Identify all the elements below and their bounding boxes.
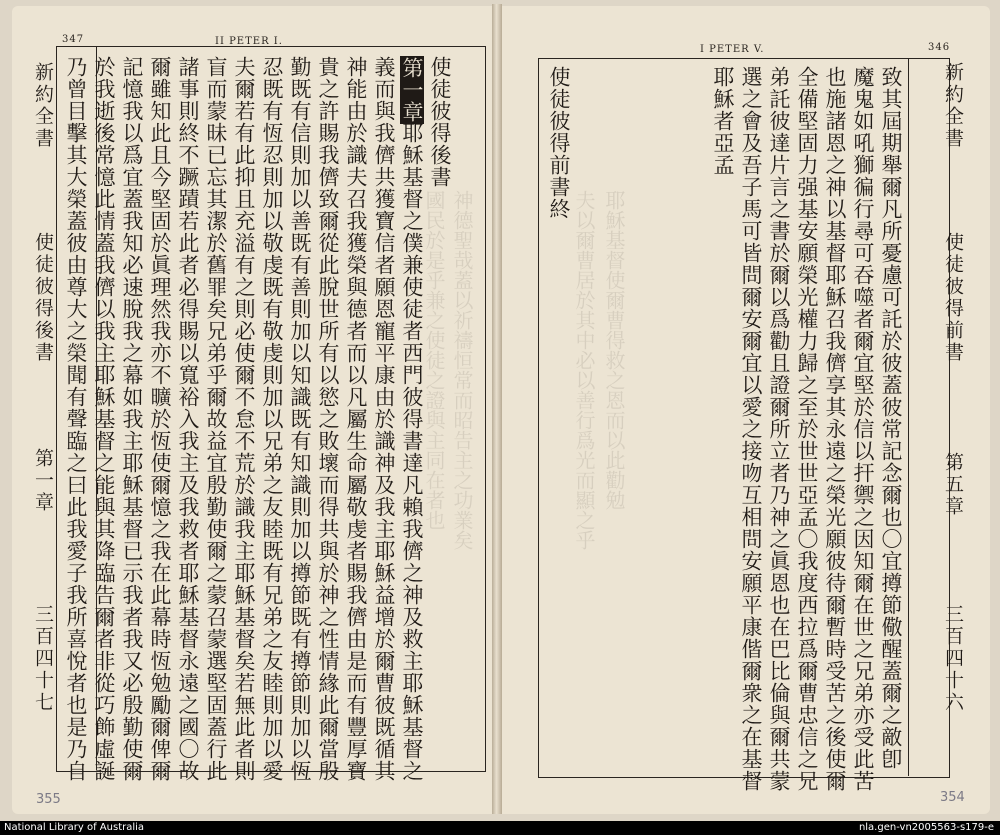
right-text-column: 耶穌者亞孟 [711, 66, 735, 176]
left-margin-page: 三百四十七 [32, 604, 54, 714]
footer-bar [0, 821, 1000, 835]
bleed-through-text: 夫以爾曹居於其中必以善行爲光而顯之乎 [572, 190, 596, 550]
left-text-column: 諸事則終不蹶蹟若此者必得賜以寬裕入我主及我救者耶穌基督永遠之國〇故 [176, 56, 200, 782]
left-text-column: 乃曾目擊其大榮蓋彼由尊大之榮聞有聲臨之曰此我愛子我所喜悅者也是乃自 [64, 56, 88, 782]
left-heading: 使徒彼得後書 [428, 56, 452, 188]
left-text-column: 盲而蒙昧已忘其潔於舊罪矣兄弟乎爾故益宜殷勤使爾之蒙召蒙選堅固蓋行此 [204, 56, 228, 782]
left-margin-title: 使徒彼得後書 [32, 232, 54, 364]
left-page-number: 347 [62, 34, 85, 45]
left-text-column: 於我逝後常憶此情蓋我儕以我主耶穌基督之能與其降臨告爾者非從巧飾虛誕 [92, 56, 116, 782]
pencil-page-note: 354 [940, 790, 965, 805]
left-text-column: 夫爾若有此抑且充溢有之則必使爾不怠不荒於識我主耶穌基督矣若無此者則 [232, 56, 256, 782]
right-text-column: 全備堅固力强基安願榮光權力歸之至於世世亞孟〇我度西拉爲爾曹忠信之兄 [795, 66, 819, 792]
right-margin-book: 新約全書 [942, 62, 964, 150]
bleed-through-text: 神德聖哉蓋以祈禱恒常而昭告主之功業矣 [450, 190, 474, 550]
left-text-column: 忍既有恆忍則加以敬虔既有敬虔則加以兄弟之友睦既有兄弟之友睦則加以愛 [260, 56, 284, 782]
right-running-header: I PETER V. [700, 44, 765, 55]
right-text-column: 弟託彼達片言之書於爾以爲勸且證爾所立者乃神之眞恩也在巴比倫與爾共蒙 [767, 66, 791, 792]
right-margin-title: 使徒彼得前書 [942, 232, 964, 364]
left-margin-chapter: 第一章 [32, 448, 54, 514]
left-text-column: 勤既有信則加以善既有善則加以知識既有知識則加以撙節既有撙節則加以恆 [288, 56, 312, 782]
right-margin-page: 三百四十六 [942, 604, 964, 714]
right-text-column: 也施諸恩之神以基督耶穌召我儕享其永遠之榮光願彼待爾暫時受苦之後使爾 [823, 66, 847, 792]
left-running-header: II PETER I. [215, 36, 283, 47]
left-text-column: 記憶我以爲宜蓋我知必速脫我之幕如我主耶穌基督已示我者我又必殷勤使爾 [120, 56, 144, 782]
left-text-column: 神能由於識夫召我獲榮與德者而以凡屬生命屬敬虔者賜我儕由是而有豐厚寶 [344, 56, 368, 782]
chapter-label-highlight: 第一章 [400, 57, 424, 123]
left-text-column: 耶穌基督之僕兼使徒者西門彼得書達凡賴我儕之神及救主耶穌基督之 [400, 122, 424, 782]
right-text-column: 選之會及吾子馬可皆問爾安爾宜以愛之接吻互相問安願平康偕爾衆之在基督 [739, 66, 763, 792]
right-margin-chapter: 第五章 [942, 452, 964, 518]
pencil-page-note: 355 [36, 792, 61, 807]
footer-institution: National Library of Australia [4, 822, 145, 833]
left-text-column: 貴之許賜我儕致爾從此脫世所有以慾之敗壞而得共與於神之性情緣此爾當殷 [316, 56, 340, 782]
right-ending-title: 使徒彼得前書終 [547, 66, 571, 220]
right-page-number: 346 [928, 42, 951, 53]
right-text-column: 致其屆期舉爾凡所憂慮可託於彼蓋彼常記念爾也〇宜撙節儆醒蓋爾之敵卽 [879, 66, 903, 770]
left-chapter-label [397, 56, 427, 124]
footer-identifier: nla.gen-vn2005563-s179-e [858, 822, 994, 833]
bleed-through-text: 耶穌基督使爾曹得救之恩而以此勸勉 [602, 190, 626, 510]
left-text-column: 爾雖知此且今堅固於眞理然我亦不曠於恆使爾憶之我在此幕時恆勉勵爾俾爾 [148, 56, 172, 782]
left-text-column: 義而與我儕共獲寶信者願恩寵平康由於識神及我主耶穌益增於爾曹彼既循其 [372, 56, 396, 782]
book-gutter [492, 4, 502, 814]
right-text-column: 魔鬼如吼獅徧行尋可吞噬者爾宜堅於信以扞禦之因知爾在世之兄弟亦受此苦 [851, 66, 875, 792]
bleed-through-text: 國民於是乎兼之使徒之證與主同在者也 [422, 190, 446, 530]
left-margin-book: 新約全書 [32, 62, 54, 150]
right-margin-rule [908, 58, 909, 776]
